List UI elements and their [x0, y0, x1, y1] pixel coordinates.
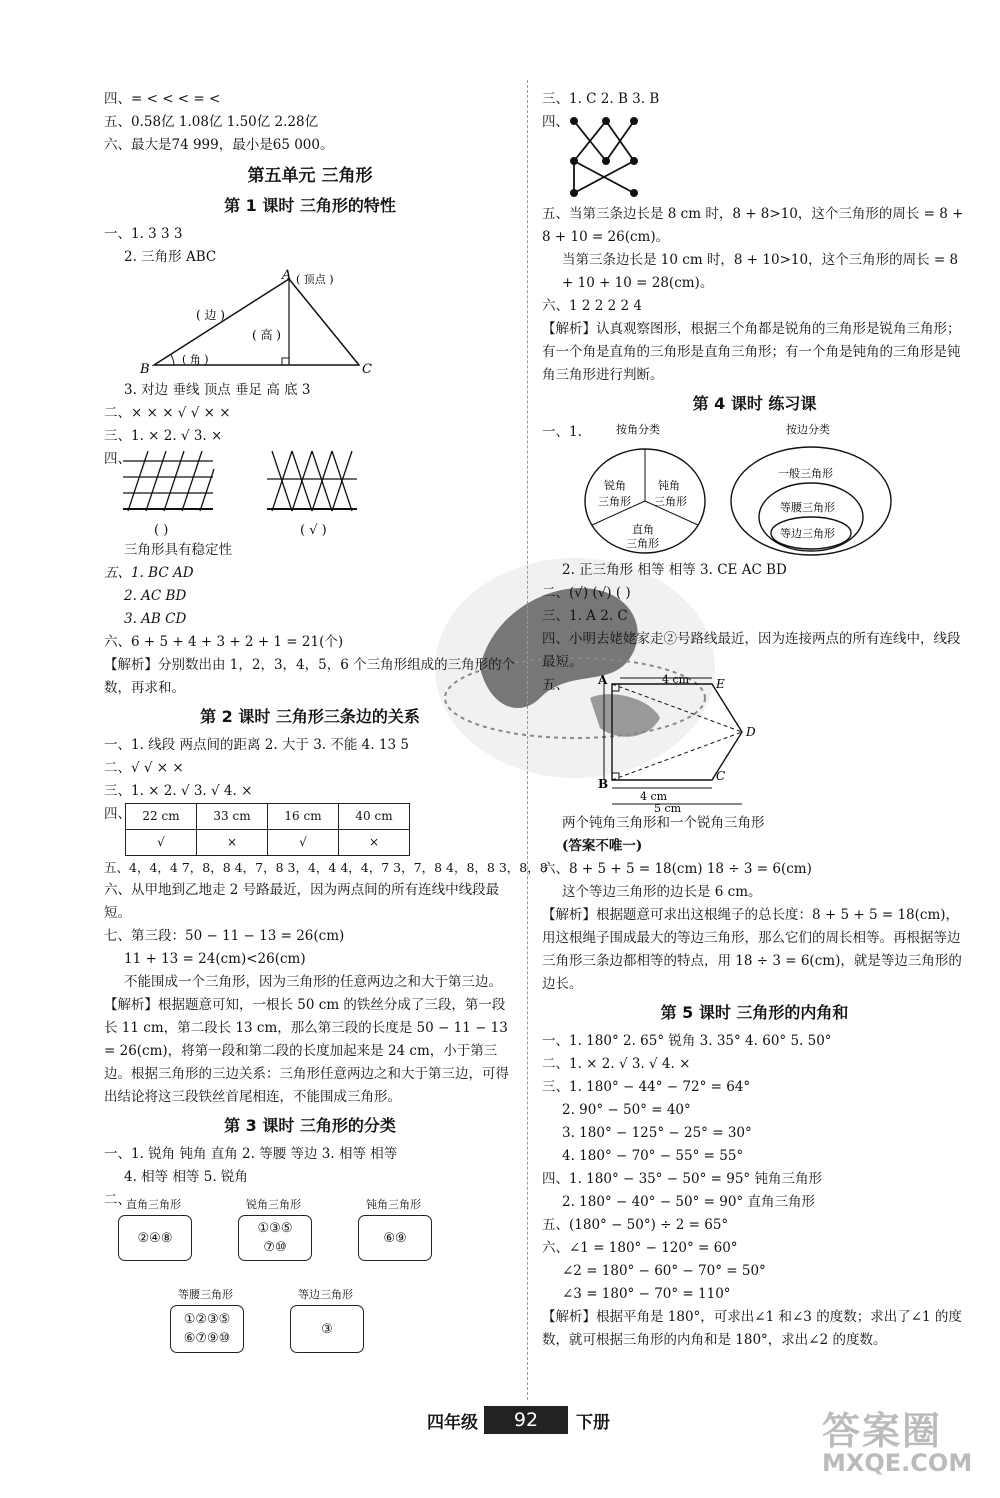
obtuse-triangle-label: 钝角三角形	[366, 1198, 421, 1211]
pentagon-block	[542, 674, 967, 812]
left-column	[104, 88, 548, 1369]
right-triangle-box: ②④⑧	[118, 1215, 192, 1261]
answer-line: 二、(√) (√) ( )	[542, 585, 631, 601]
answer-line: 五、当第三条边长是 8 cm 时，8 + 8>10，这个三角形的周长 = 8 + 8 + 10 = 26(cm)。	[542, 206, 964, 245]
answer-line: 二、√ √ × ×	[104, 760, 184, 776]
table-cell: 33 cm	[197, 804, 268, 830]
answer-line: 当第三条边长是 10 cm 时，8 + 10>10，这个三角形的周长 = 8 + 10 + 10 = 28(cm)。	[562, 252, 959, 291]
label-vertex: ( 顶点 )	[296, 273, 334, 286]
matching-block	[542, 111, 967, 203]
analysis-note: 【解析】根据平角是 180°，可求出∠1 和∠3 的度数；求出了∠1 的度数，就可根据三角形的内角和是 180°，求出∠2 的度数。	[542, 1309, 962, 1348]
answer-line: 11 + 13 = 24(cm)<26(cm)	[124, 951, 306, 967]
watermark-url: MXQE.COM	[822, 1449, 973, 1477]
table-cell: 16 cm	[268, 804, 339, 830]
watermark-logo-text: 答案圈	[822, 1409, 943, 1453]
analysis-note: 【解析】认真观察图形，根据三个角都是锐角的三角形是锐角三角形；有一个角是直角的三角形是直角三角形；有一个角是钝角的三角形是钝角三角形进行判断。	[542, 321, 961, 383]
equilateral-triangle-label: 等边三角形	[298, 1288, 353, 1301]
answer-line: 五、0.58亿 1.08亿 1.50亿 2.28亿	[104, 114, 319, 130]
volume-label: 下册	[576, 1413, 610, 1433]
answer-line: 2. 180° − 40° − 50° = 90° 直角三角形	[562, 1194, 815, 1210]
length-top-label: 4 cm	[662, 674, 690, 686]
fence-right-mark: ( √ )	[300, 523, 327, 538]
label-c: C	[716, 769, 726, 783]
answer-line: 四、	[104, 451, 131, 467]
answer-line: 四、= < < < = <	[104, 91, 221, 107]
pie-title: 按角分类	[616, 423, 660, 436]
side-table-block	[104, 803, 516, 856]
analysis-note: 【解析】分别数出由 1，2，3，4，5，6 个三角形组成的三角形的个数，再求和。	[104, 657, 516, 696]
table-cell: √	[268, 830, 339, 856]
length-total-label: 5 cm	[654, 802, 682, 812]
acute-triangle-label: 锐角三角形	[246, 1198, 301, 1211]
lesson-title: 第 3 课时 三角形的分类	[224, 1116, 396, 1135]
answer-line: 二、	[104, 1192, 131, 1208]
grade-label: 四年级	[427, 1413, 478, 1433]
answer-line: 四、1. 180° − 35° − 50° = 95° 钝角三角形	[542, 1171, 822, 1187]
answer-line: 五、	[542, 677, 569, 693]
answer-line: 五、1. BC AD	[104, 565, 194, 581]
answer-line: 四、	[104, 806, 131, 822]
answer-line: 四、	[542, 114, 569, 130]
classification-boxes	[104, 1189, 516, 1369]
answer-line: 一、1. 3 3 3	[104, 226, 183, 242]
answer-line: 4. 相等 相等 5. 锐角	[124, 1169, 248, 1185]
answer-line: 2. AC BD	[124, 588, 187, 604]
answer-line: 六、最大是74 999，最小是65 000。	[104, 137, 334, 153]
answer-line: 这个等边三角形的边长是 6 cm。	[562, 884, 762, 900]
angle-classification-pie	[580, 421, 710, 559]
obtuse-triangle-box: ⑥⑨	[358, 1215, 432, 1261]
label-a: A	[282, 269, 292, 283]
label-b: B	[140, 362, 150, 377]
lesson-title: 第 2 课时 三角形三条边的关系	[200, 707, 420, 726]
answer-line: 二、1. × 2. √ 3. √ 4. ×	[542, 1056, 691, 1072]
label-angle: ( 角 )	[182, 353, 209, 366]
label-d: D	[746, 725, 756, 739]
table-cell: 22 cm	[126, 804, 197, 830]
pie-slice-right-2: 三角形	[626, 537, 659, 550]
answer-line: 六、6 + 5 + 4 + 3 + 2 + 1 = 21(个)	[104, 634, 344, 650]
answer-line: 三、1. 180° − 44° − 72° = 64°	[542, 1079, 751, 1095]
answer-line: 2. 90° − 50° = 40°	[562, 1102, 691, 1118]
answer-line: 六、从甲地到乙地走 2 号路最近，因为两点间的所有连线中线段最短。	[104, 882, 500, 921]
fence-figures	[104, 449, 516, 539]
dot-matching-figure	[566, 113, 666, 203]
unit-title: 第五单元 三角形	[247, 166, 373, 186]
right-column	[542, 88, 967, 1352]
answer-line: 三角形具有稳定性	[124, 542, 232, 558]
ellipse-inner-label: 等边三角形	[780, 527, 835, 540]
lesson-title: 第 4 课时 练习课	[692, 394, 817, 413]
table-cell: ×	[339, 830, 410, 856]
acute-values-1: ①③⑤	[257, 1221, 293, 1236]
pie-slice-acute-1: 锐角	[604, 479, 626, 492]
label-height: ( 高 )	[252, 328, 281, 342]
side-classification-ellipses	[726, 421, 896, 559]
isosceles-triangle-label: 等腰三角形	[178, 1288, 233, 1301]
answer-line: 七、第三段：50 − 11 − 13 = 26(cm)	[104, 928, 345, 944]
ellipse-title: 按边分类	[786, 423, 830, 436]
side-length-table	[125, 803, 410, 856]
triangle-fence-figure	[262, 449, 362, 519]
answer-line: 一、1. 锐角 钝角 直角 2. 等腰 等边 3. 相等 相等	[104, 1146, 398, 1162]
isosceles-triangle-box	[170, 1305, 244, 1353]
isosceles-values-2: ⑥⑦⑨⑩	[183, 1331, 231, 1346]
answer-line: 三、1. A 2. C	[542, 608, 628, 624]
label-side: ( 边 )	[196, 308, 225, 322]
right-triangle-label: 直角三角形	[126, 1198, 181, 1211]
answer-line: 三、1. C 2. B 3. B	[542, 91, 660, 107]
answer-line: 3. AB CD	[124, 611, 187, 627]
lesson-title: 第 5 课时 三角形的内角和	[660, 1003, 849, 1022]
answer-line: ∠3 = 180° − 70° = 110°	[562, 1286, 731, 1302]
answer-line: 2. 三角形 ABC	[124, 249, 217, 265]
pentagon-division-figure	[592, 674, 832, 812]
table-cell: ×	[197, 830, 268, 856]
triangle-abc-figure	[134, 269, 394, 379]
pie-slice-acute-2: 三角形	[598, 495, 631, 508]
answer-line: 四、小明去姥姥家走②号路线最近，因为连接两点的所有连线中，线段最短。	[542, 631, 961, 670]
analysis-note: 【解析】根据题意可求出这根绳子的总长度：8 + 5 + 5 = 18(cm)，用这根绳子围成最大的等边三角形，那么它们的周长相等。再根据等边三角形三条边都相等的特点，用 18 ÷ 3 = 6(cm)，就是等边三角形的边长。	[542, 907, 962, 992]
answer-line: 三、1. × 2. √ 3. √ 4. ×	[104, 783, 253, 799]
answer-line: 六、∠1 = 180° − 120° = 60°	[542, 1240, 738, 1256]
fence-left-mark: ( )	[154, 523, 169, 538]
answer-line: 4. 180° − 70° − 55° = 55°	[562, 1148, 744, 1164]
page-number: 92	[484, 1406, 568, 1434]
answer-line: 一、1. 180° 2. 65° 锐角 3. 35° 4. 60° 5. 50°	[542, 1033, 832, 1049]
answer-line: 五、(180° − 50°) ÷ 2 = 65°	[542, 1217, 729, 1233]
ellipse-middle-label: 等腰三角形	[780, 501, 835, 514]
label-c: C	[362, 362, 372, 377]
answer-line: 六、1 2 2 2 2 4	[542, 298, 642, 314]
answer-line: 不能围成一个三角形，因为三角形的任意两边之和大于第三边。	[124, 974, 502, 990]
answer-line: 2. 正三角形 相等 相等 3. CE AC BD	[562, 562, 787, 578]
parallelogram-fence-figure	[118, 449, 218, 519]
analysis-note: 【解析】根据题意可知，一根长 50 cm 的铁丝分成了三段，第一段长 11 cm，第二段长 13 cm，那么第三段的长度是 50 − 11 − 13 = 26(cm)，将第一段和第二段的长度加起来是 24 cm，小于第三边。根据三角形的三边关系：三角形任意两边之和大于第三边，可得出结论将这三段铁丝首尾相连，不能围成三角形。	[104, 997, 509, 1105]
equilateral-triangle-box: ③	[290, 1305, 364, 1353]
length-bottom-label: 4 cm	[640, 790, 668, 803]
isosceles-values-1: ①②③⑤	[183, 1312, 231, 1327]
answer-line: 二、× × × √ √ × ×	[104, 405, 231, 421]
table-cell: √	[126, 830, 197, 856]
pie-slice-obtuse-2: 三角形	[654, 495, 687, 508]
classification-diagrams	[542, 421, 967, 559]
acute-triangle-box	[238, 1215, 312, 1261]
acute-values-2: ⑦⑩	[263, 1240, 287, 1255]
column-divider	[527, 80, 528, 1400]
table-cell: 40 cm	[339, 804, 410, 830]
label-b: B	[598, 777, 609, 791]
answer-line: ∠2 = 180° − 60° − 70° = 50°	[562, 1263, 766, 1279]
site-watermark	[822, 1400, 972, 1477]
pie-slice-obtuse-1: 钝角	[658, 479, 680, 492]
answer-line: 五、4，4，4 7，8，8 4，7，8 3，4，4 4，4，7 3，7，8 4，8，8 3，8，8	[104, 860, 548, 875]
label-e: E	[716, 677, 725, 691]
pie-slice-right-1: 直角	[632, 523, 654, 536]
answer-line: 3. 180° − 125° − 25° = 30°	[562, 1125, 752, 1141]
answer-line: 六、8 + 5 + 5 = 18(cm) 18 ÷ 3 = 6(cm)	[542, 861, 812, 877]
answer-line: 三、1. × 2. √ 3. ×	[104, 428, 223, 444]
answer-line: 一、1. 线段 两点间的距离 2. 大于 3. 不能 4. 13 5	[104, 737, 409, 753]
label-a: A	[598, 674, 608, 687]
answer-line: 3. 对边 垂线 顶点 垂足 高 底 3	[124, 382, 311, 398]
answer-line: (答案不唯一)	[562, 838, 643, 854]
ellipse-outer-label: 一般三角形	[778, 467, 833, 480]
lesson-title: 第 1 课时 三角形的特性	[224, 196, 396, 215]
answer-line: 一、1.	[542, 424, 582, 440]
answer-line: 两个钝角三角形和一个锐角三角形	[562, 815, 765, 831]
